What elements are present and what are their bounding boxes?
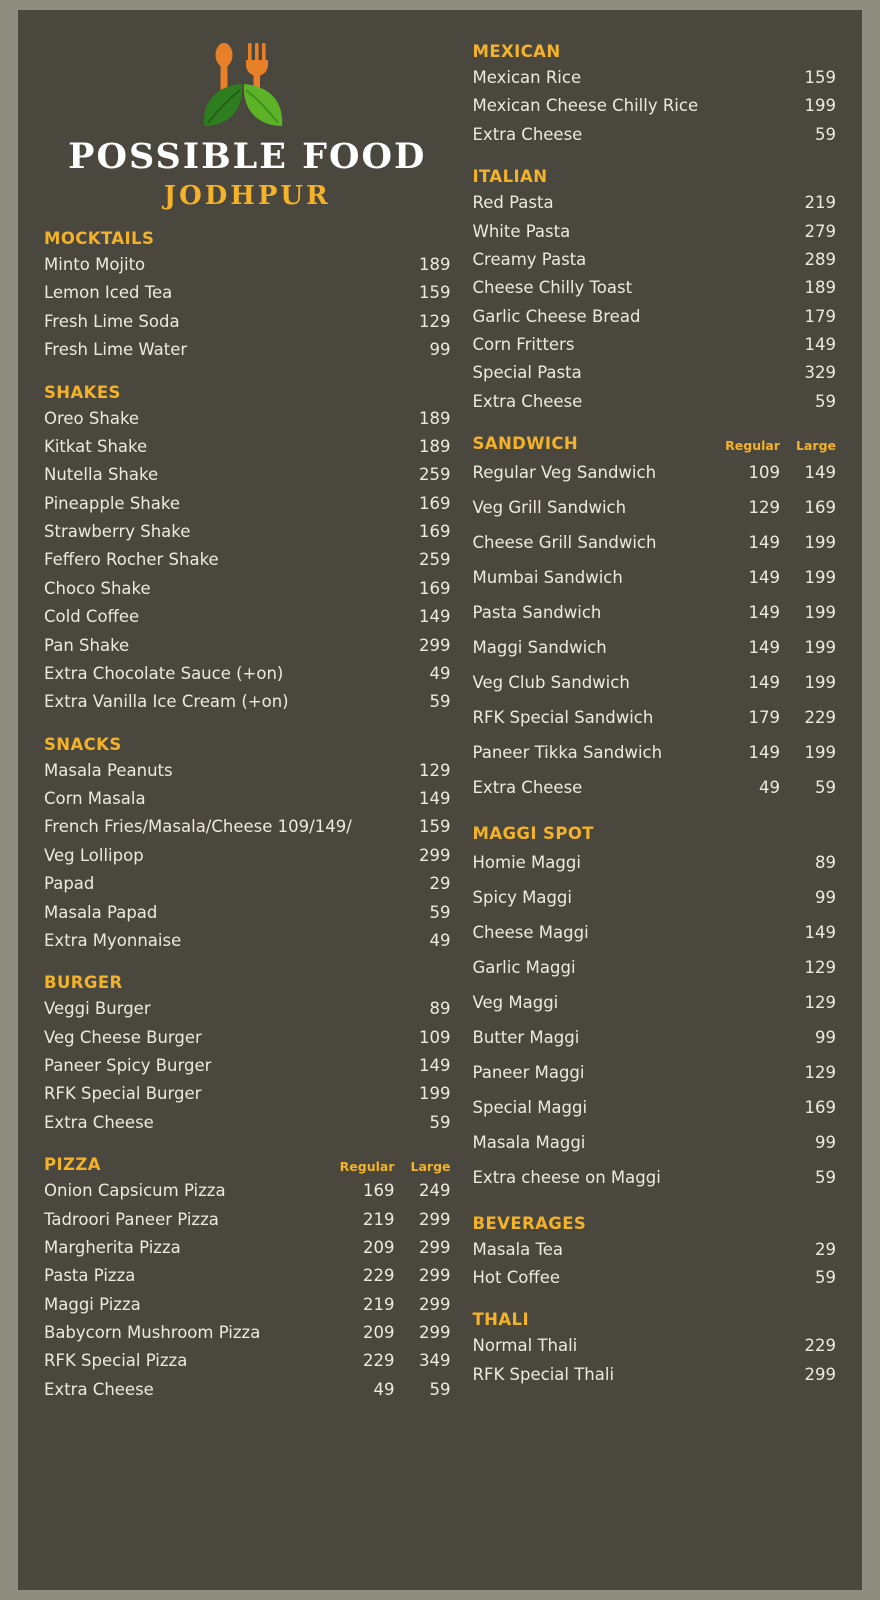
menu-section-pizza xyxy=(44,1155,451,1404)
menu-item-price: 149 xyxy=(419,607,451,627)
menu-item-name: French Fries/Masala/Cheese 109/149/ xyxy=(44,817,352,837)
menu-item-name: Maggi Sandwich xyxy=(472,637,607,657)
menu-item-row xyxy=(44,1177,451,1205)
section-header xyxy=(473,1310,837,1329)
menu-item-price: 149 xyxy=(748,568,780,588)
menu-item-price: 249 xyxy=(419,1181,451,1201)
menu-item-row xyxy=(473,388,837,416)
menu-item-row xyxy=(44,336,451,364)
menu-item-price: 129 xyxy=(419,760,451,780)
menu-item-row xyxy=(44,842,451,870)
menu-item-price: 159 xyxy=(419,283,451,303)
menu-item-price: 299 xyxy=(419,1209,451,1229)
menu-item-name: Homie Maggi xyxy=(472,852,581,872)
size-column-headers xyxy=(724,438,836,453)
menu-item-row xyxy=(473,331,837,359)
menu-item-row xyxy=(44,1080,451,1108)
menu-item-name: Cheese Maggi xyxy=(472,922,589,942)
menu-item-price: 259 xyxy=(419,465,451,485)
section-header xyxy=(473,167,837,186)
menu-item-row xyxy=(44,870,451,898)
menu-item-price: 59 xyxy=(429,1112,451,1132)
menu-item-name: Masala Papad xyxy=(44,902,158,922)
menu-item-price: 149 xyxy=(748,533,780,553)
menu-item-row xyxy=(473,596,837,631)
menu-item-name: Cheese Grill Sandwich xyxy=(472,533,657,553)
menu-item-name: Masala Peanuts xyxy=(44,760,173,780)
menu-item-row xyxy=(473,1264,837,1292)
menu-item-row xyxy=(44,757,451,785)
menu-item-row xyxy=(473,666,837,701)
menu-item-row xyxy=(473,491,837,526)
menu-item-price: 149 xyxy=(748,742,780,762)
menu-item-price: 279 xyxy=(804,221,836,241)
menu-item-row xyxy=(473,64,837,92)
menu-item-price: 199 xyxy=(804,637,836,657)
menu-item-price: 59 xyxy=(815,124,836,144)
menu-item-row xyxy=(473,456,837,491)
menu-item-price: 189 xyxy=(419,408,451,428)
menu-item-price: 99 xyxy=(815,1027,836,1047)
menu-item-price: 169 xyxy=(419,493,451,513)
menu-item-name: Paneer Maggi xyxy=(472,1062,585,1082)
menu-item-price: 29 xyxy=(429,874,451,894)
menu-item-price: 179 xyxy=(748,707,780,727)
menu-item-row xyxy=(44,546,451,574)
size-column-headers xyxy=(339,1159,451,1174)
menu-item-price: 199 xyxy=(804,96,836,116)
menu-item-name: Mumbai Sandwich xyxy=(472,568,623,588)
brand-city: JODHPUR xyxy=(163,181,331,211)
menu-item-row xyxy=(473,526,837,561)
menu-item-name: Veg Lollipop xyxy=(44,845,144,865)
menu-item-name: Corn Masala xyxy=(44,789,146,808)
menu-item-name: Extra Cheese xyxy=(472,124,583,144)
menu-item-name: Onion Capsicum Pizza xyxy=(44,1181,226,1201)
section-header xyxy=(44,383,451,402)
menu-item-name: Creamy Pasta xyxy=(472,249,587,269)
menu-item-name: Garlic Maggi xyxy=(472,957,576,977)
menu-item-name: Extra Chocolate Sauce (+on) xyxy=(44,663,284,683)
menu-item-row xyxy=(44,433,451,461)
menu-item-price: 59 xyxy=(429,1379,451,1399)
menu-item-price: 159 xyxy=(804,68,836,87)
menu-item-name: Veggi Burger xyxy=(44,999,151,1019)
menu-item-row xyxy=(44,688,451,716)
section-title: THALI xyxy=(472,1310,529,1330)
menu-item-name: Maggi Pizza xyxy=(44,1294,141,1314)
menu-item-name: Kitkat Shake xyxy=(44,436,148,456)
brand-logo xyxy=(44,24,451,211)
menu-item-price: 129 xyxy=(748,498,780,518)
menu-item-name: Pan Shake xyxy=(44,635,130,655)
menu-board xyxy=(18,10,862,1590)
menu-item-price: 149 xyxy=(804,463,836,483)
menu-item-name: Extra Cheese xyxy=(44,1112,154,1132)
menu-item-name: Minto Mojito xyxy=(44,255,146,274)
menu-item-name: Extra Myonnaise xyxy=(44,930,182,950)
menu-item-name: Fresh Lime Water xyxy=(44,340,188,360)
menu-item-price: 299 xyxy=(419,635,451,655)
menu-item-row xyxy=(473,986,837,1021)
menu-item-name: Babycorn Mushroom Pizza xyxy=(44,1323,261,1342)
menu-item-price: 149 xyxy=(748,603,780,622)
menu-item-row xyxy=(473,1021,837,1056)
menu-columns xyxy=(44,24,836,1580)
menu-item-price: 149 xyxy=(804,922,836,942)
menu-item-row xyxy=(44,995,451,1023)
menu-item-row xyxy=(44,1024,451,1052)
menu-item-price: 109 xyxy=(748,463,780,483)
menu-item-price: 49 xyxy=(373,1379,395,1399)
menu-item-row xyxy=(44,461,451,489)
menu-item-name: Masala Tea xyxy=(472,1239,564,1259)
menu-item-price: 219 xyxy=(363,1209,395,1229)
left-sections xyxy=(44,229,451,1404)
menu-item-row xyxy=(473,1361,837,1389)
menu-item-price: 149 xyxy=(804,335,836,354)
menu-item-row xyxy=(473,736,837,771)
menu-item-row xyxy=(44,899,451,927)
menu-item-row xyxy=(44,1291,451,1319)
menu-item-price: 159 xyxy=(419,817,451,837)
menu-item-price: 99 xyxy=(815,1132,836,1152)
menu-item-price: 89 xyxy=(429,999,451,1019)
menu-section-thali xyxy=(473,1310,837,1389)
menu-item-price: 299 xyxy=(419,1237,451,1257)
menu-section-burger xyxy=(44,973,451,1137)
menu-item-row xyxy=(44,927,451,955)
menu-item-price: 129 xyxy=(804,992,836,1012)
menu-item-price: 189 xyxy=(419,255,451,274)
menu-item-row xyxy=(473,274,837,302)
menu-item-name: Extra Cheese xyxy=(472,777,583,797)
menu-item-name: Pasta Pizza xyxy=(44,1266,136,1286)
menu-item-name: White Pasta xyxy=(472,221,571,241)
section-title: ITALIAN xyxy=(472,167,548,187)
section-header xyxy=(473,1214,837,1233)
menu-item-row xyxy=(44,1109,451,1137)
menu-item-row xyxy=(44,813,451,841)
menu-item-price: 99 xyxy=(815,887,836,907)
menu-section-sandwich xyxy=(473,434,837,806)
menu-item-price: 179 xyxy=(804,306,836,326)
menu-item-name: Feffero Rocher Shake xyxy=(44,550,219,570)
menu-item-name: Corn Fritters xyxy=(472,335,575,354)
menu-item-price: 59 xyxy=(815,1267,836,1287)
menu-item-price: 49 xyxy=(429,663,451,683)
menu-item-name: Garlic Cheese Bread xyxy=(472,306,641,326)
section-header xyxy=(44,735,451,754)
menu-item-row xyxy=(473,846,837,881)
menu-item-row xyxy=(44,1376,451,1404)
section-header xyxy=(473,42,837,61)
menu-item-row xyxy=(44,632,451,660)
menu-item-price: 199 xyxy=(419,1084,451,1104)
menu-item-price: 149 xyxy=(748,672,780,692)
menu-item-price: 149 xyxy=(419,1056,451,1075)
section-title: MAGGI SPOT xyxy=(472,823,594,843)
menu-item-price: 199 xyxy=(804,742,836,762)
menu-item-row xyxy=(44,785,451,813)
menu-section-maggi-spot xyxy=(473,824,837,1196)
menu-item-name: RFK Special Pizza xyxy=(44,1351,188,1371)
menu-item-name: Cheese Chilly Toast xyxy=(472,278,633,298)
menu-item-price: 199 xyxy=(804,672,836,692)
menu-item-price: 59 xyxy=(815,777,836,797)
menu-item-name: Extra cheese on Maggi xyxy=(472,1167,661,1187)
size-header-large: Large xyxy=(796,438,836,454)
menu-item-row xyxy=(44,660,451,688)
menu-item-name: Normal Thali xyxy=(472,1336,578,1356)
menu-item-price: 169 xyxy=(419,522,451,541)
menu-item-name: Hot Coffee xyxy=(472,1267,561,1287)
menu-item-price: 209 xyxy=(363,1323,395,1342)
menu-item-price: 299 xyxy=(419,1266,451,1286)
menu-item-price: 199 xyxy=(804,603,836,622)
menu-item-price: 299 xyxy=(419,845,451,865)
menu-item-row xyxy=(473,1332,837,1360)
menu-item-price: 89 xyxy=(815,852,836,872)
menu-item-name: RFK Special Thali xyxy=(472,1364,615,1384)
menu-item-price: 329 xyxy=(804,363,836,383)
menu-item-row xyxy=(44,1319,451,1347)
menu-item-row xyxy=(473,1161,837,1196)
menu-item-row xyxy=(473,951,837,986)
menu-item-row xyxy=(473,1126,837,1161)
fork-spoon-leaves-icon xyxy=(44,38,451,134)
section-title: BURGER xyxy=(44,973,123,993)
menu-item-name: Paneer Tikka Sandwich xyxy=(472,742,663,762)
menu-item-price: 169 xyxy=(804,498,836,518)
menu-item-row xyxy=(473,916,837,951)
menu-item-price: 229 xyxy=(363,1351,395,1371)
menu-section-mocktails xyxy=(44,229,451,365)
menu-item-row xyxy=(473,881,837,916)
menu-item-name: RFK Special Burger xyxy=(44,1084,202,1104)
menu-item-price: 59 xyxy=(429,902,451,922)
menu-item-price: 259 xyxy=(419,550,451,570)
menu-item-price: 109 xyxy=(419,1027,451,1047)
menu-item-name: Margherita Pizza xyxy=(44,1237,181,1257)
menu-section-snacks xyxy=(44,735,451,956)
section-header xyxy=(473,434,837,453)
menu-item-name: Strawberry Shake xyxy=(44,522,191,541)
menu-item-name: Pineapple Shake xyxy=(44,493,180,513)
menu-item-name: Veg Club Sandwich xyxy=(472,672,630,692)
menu-item-name: Papad xyxy=(44,874,95,894)
menu-item-row xyxy=(473,303,837,331)
section-title: BEVERAGES xyxy=(472,1213,587,1233)
menu-item-name: Special Maggi xyxy=(472,1097,588,1117)
menu-item-price: 59 xyxy=(429,692,451,712)
menu-item-row xyxy=(473,1091,837,1126)
menu-item-price: 189 xyxy=(419,436,451,456)
menu-item-price: 219 xyxy=(804,193,836,213)
menu-item-price: 349 xyxy=(419,1351,451,1371)
menu-item-row xyxy=(44,1262,451,1290)
menu-item-row xyxy=(473,631,837,666)
section-title: SHAKES xyxy=(44,382,121,402)
menu-item-name: Paneer Spicy Burger xyxy=(44,1056,212,1075)
menu-item-name: Red Pasta xyxy=(472,193,554,213)
menu-item-row xyxy=(44,1052,451,1080)
menu-item-name: Oreo Shake xyxy=(44,408,140,428)
menu-item-price: 169 xyxy=(419,578,451,598)
menu-item-price: 299 xyxy=(419,1294,451,1314)
menu-item-name: Extra Cheese xyxy=(44,1379,154,1399)
menu-item-price: 59 xyxy=(815,391,836,411)
menu-item-price: 229 xyxy=(363,1266,395,1286)
section-header xyxy=(44,1155,451,1174)
menu-item-price: 129 xyxy=(419,311,451,331)
menu-item-name: Extra Cheese xyxy=(472,391,583,411)
menu-item-row xyxy=(473,92,837,120)
menu-item-name: Cold Coffee xyxy=(44,607,140,627)
menu-item-price: 219 xyxy=(363,1294,395,1314)
menu-item-row xyxy=(473,246,837,274)
section-header xyxy=(44,229,451,248)
menu-item-price: 149 xyxy=(419,789,451,808)
menu-item-price: 59 xyxy=(815,1167,836,1187)
menu-item-row xyxy=(473,1056,837,1091)
menu-item-row xyxy=(44,1206,451,1234)
menu-item-row xyxy=(44,1347,451,1375)
menu-section-mexican xyxy=(473,42,837,149)
menu-item-row xyxy=(473,189,837,217)
menu-item-name: Lemon Iced Tea xyxy=(44,283,173,303)
menu-item-name: Veg Cheese Burger xyxy=(44,1027,202,1047)
menu-item-row xyxy=(44,575,451,603)
size-header-regular: Regular xyxy=(339,1159,395,1175)
menu-item-row xyxy=(473,359,837,387)
menu-item-price: 199 xyxy=(804,533,836,553)
menu-item-name: Special Pasta xyxy=(472,363,582,383)
section-title: MOCKTAILS xyxy=(44,229,155,248)
section-header xyxy=(473,824,837,843)
menu-item-row xyxy=(44,308,451,336)
menu-item-price: 289 xyxy=(804,249,836,269)
menu-item-price: 299 xyxy=(804,1364,836,1384)
menu-item-name: Fresh Lime Soda xyxy=(44,311,180,331)
menu-item-name: Nutella Shake xyxy=(44,465,159,485)
menu-section-shakes xyxy=(44,383,451,717)
menu-item-price: 169 xyxy=(804,1097,836,1117)
menu-item-price: 229 xyxy=(804,707,836,727)
menu-item-name: Choco Shake xyxy=(44,578,151,598)
menu-item-price: 29 xyxy=(815,1239,836,1259)
menu-item-name: Regular Veg Sandwich xyxy=(472,463,657,483)
menu-left-column xyxy=(44,24,451,1580)
menu-item-name: Spicy Maggi xyxy=(472,887,572,907)
menu-item-name: Pasta Sandwich xyxy=(472,603,602,622)
menu-item-row xyxy=(44,518,451,546)
section-title: SANDWICH xyxy=(472,434,579,454)
menu-item-name: Butter Maggi xyxy=(472,1027,580,1047)
section-title: PIZZA xyxy=(44,1155,101,1175)
menu-item-name: Extra Vanilla Ice Cream (+on) xyxy=(44,692,289,712)
menu-item-price: 199 xyxy=(804,568,836,588)
menu-item-row xyxy=(473,218,837,246)
menu-item-name: Veg Maggi xyxy=(472,992,559,1012)
menu-item-row xyxy=(44,1234,451,1262)
menu-item-name: Tadroori Paneer Pizza xyxy=(44,1209,219,1229)
right-sections xyxy=(473,42,837,1389)
menu-right-column xyxy=(473,24,837,1580)
menu-item-price: 129 xyxy=(804,1062,836,1082)
menu-item-name: Veg Grill Sandwich xyxy=(472,498,627,518)
menu-item-name: Mexican Cheese Chilly Rice xyxy=(472,96,699,116)
menu-item-row xyxy=(44,251,451,279)
brand-name: POSSIBLE FOOD xyxy=(68,136,427,177)
size-header-large: Large xyxy=(410,1159,451,1175)
menu-item-row xyxy=(44,490,451,518)
menu-item-row xyxy=(44,279,451,307)
menu-item-row xyxy=(473,771,837,806)
menu-item-price: 229 xyxy=(804,1336,836,1356)
menu-item-row xyxy=(44,405,451,433)
menu-item-row xyxy=(473,121,837,149)
menu-item-price: 149 xyxy=(748,637,780,657)
menu-section-italian xyxy=(473,167,837,416)
menu-item-name: Masala Maggi xyxy=(472,1132,586,1152)
section-title: MEXICAN xyxy=(472,42,561,61)
menu-item-price: 49 xyxy=(429,930,451,950)
section-header xyxy=(44,973,451,992)
menu-item-price: 99 xyxy=(429,340,451,360)
menu-item-price: 129 xyxy=(804,957,836,977)
section-title: SNACKS xyxy=(44,734,122,754)
menu-item-price: 209 xyxy=(363,1237,395,1257)
menu-item-row xyxy=(44,603,451,631)
menu-item-row xyxy=(473,561,837,596)
menu-item-name: Mexican Rice xyxy=(472,68,582,87)
menu-item-row xyxy=(473,701,837,736)
menu-section-beverages xyxy=(473,1214,837,1293)
size-header-regular: Regular xyxy=(725,438,780,454)
menu-item-price: 49 xyxy=(759,777,780,797)
menu-item-price: 169 xyxy=(363,1181,395,1201)
menu-item-name: RFK Special Sandwich xyxy=(472,707,654,727)
menu-item-price: 189 xyxy=(804,278,836,298)
menu-item-row xyxy=(473,1236,837,1264)
menu-item-price: 299 xyxy=(419,1323,451,1342)
